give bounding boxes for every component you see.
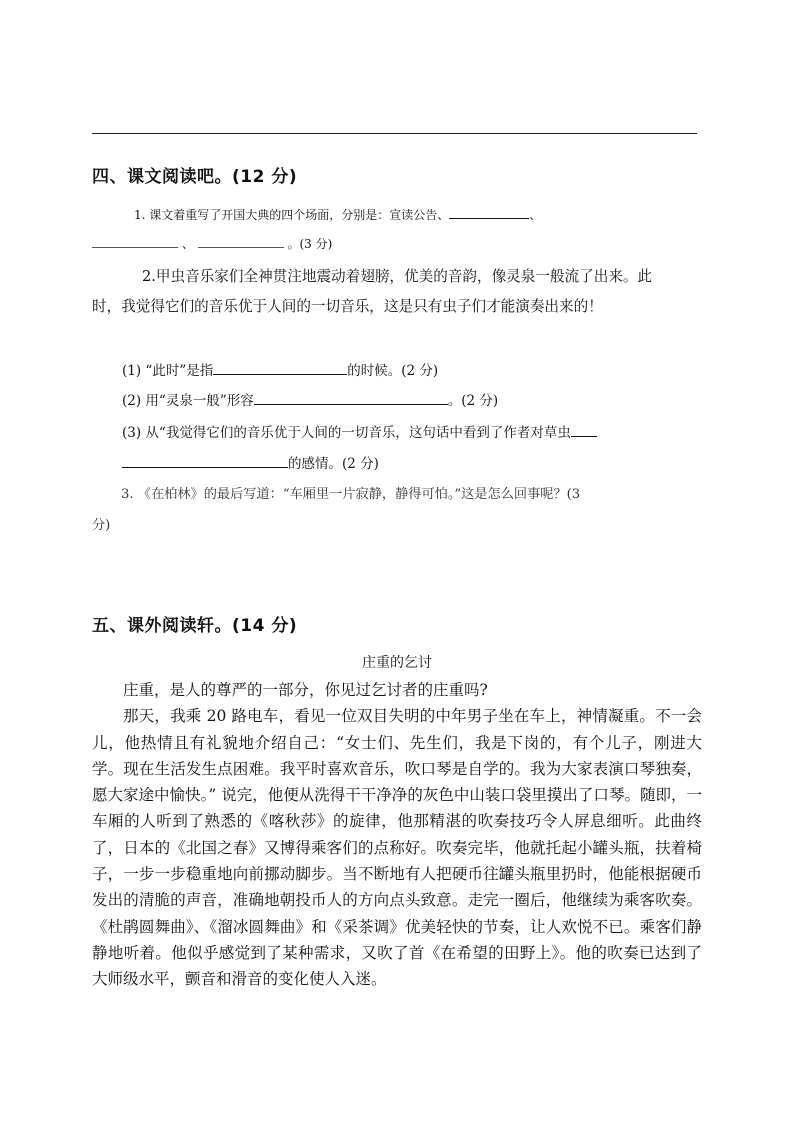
separator: 、	[529, 208, 542, 222]
answer-blank-5[interactable]	[254, 390, 448, 405]
story-paragraph-1: 庄重，是人的尊严的一部分，你见过乞讨者的庄重吗?	[123, 681, 488, 699]
question-3-line-2: 分)	[92, 518, 111, 533]
top-divider	[92, 133, 697, 134]
question-2-line-2: 时，我觉得它们的音乐优于人间的一切音乐，这是只有虫子们才能演奏出来的！	[92, 298, 603, 315]
sub-question-3-suffix: 的感情。(2 分)	[288, 456, 379, 472]
sub-question-3-line-1	[122, 421, 597, 441]
question-1-line-2	[92, 233, 332, 252]
score-note: 。(3 分)	[287, 237, 333, 251]
story-title: 庄重的乞讨	[362, 655, 432, 671]
question-1-line-1	[134, 204, 541, 223]
answer-blank-3[interactable]	[198, 233, 284, 248]
story-paragraph-2: 那天，我乘 20 路电车，看见一位双目失明的中年男子坐在车上，神情凝重。不一会儿，他热情且有礼貌地介绍自己：“女士们、先生们，我是下岗的，有个儿子，刚进大学。现在生活发生点困难。我平时喜欢音乐，吹口琴是自学的。我为大家表演口琴独奏，愿大家途中愉快。” 说完，他便从洗得干干净净的灰色中山装口袋里摸出了口琴。随即，一车厢的人听到了熟悉的《喀秋莎》的旋律，他那精湛的吹奏技巧令人屏息细听。此曲终了，日本的《北国之春》又博得乘客们的点称好。吹奏完毕，他就托起小罐头瓶，扶着椅子，一步一步稳重地向前挪动脚步。当不断地有人把硬币往罐头瓶里扔时，他能根据硬币发出的清脆的声音，准确地朝投币人的方向点头致意。走完一圈后，他继续为乘客吹奏。《杜鹃圆舞曲》、《溜冰圆舞曲》和《采茶调》优美轻快的节奏，让人欢悦不已。乘客们静静地听着。他似乎感觉到了某种需求，又吹了首《在希望的田野上》。他的吹奏已达到了大师级水平，颤音和滑音的变化使人入迷。	[92, 707, 702, 989]
sub-question-2-text: (2) 用“灵泉一般”形容	[122, 393, 254, 409]
sub-question-2-suffix: 。(2 分)	[447, 393, 499, 409]
sub-question-2	[122, 389, 498, 409]
answer-blank-4[interactable]	[213, 360, 347, 375]
separator: 、	[181, 237, 194, 251]
section4-heading: 四、课文阅读吧。(12 分)	[92, 167, 298, 187]
answer-blank-1[interactable]	[449, 204, 529, 219]
sub-question-1	[122, 359, 438, 379]
question-3-line-1: 3. 《在柏林》的最后写道：“车厢里一片寂静，静得可怕。”这是怎么回事呢？(3	[121, 487, 581, 502]
sub-question-3-line-2	[122, 452, 379, 472]
question-2-line-1: 2.甲虫音乐家们全神贯注地震动着翅膀，优美的音韵，像灵泉一般流了出来。此	[142, 268, 653, 285]
answer-blank-2[interactable]	[92, 233, 178, 248]
sub-question-3-text: (3) 从“我觉得它们的音乐优于人间的一切音乐，这句话中看到了作者对草虫	[122, 425, 571, 441]
sub-question-1-text: (1) “此时”是指	[122, 363, 214, 379]
question-1-text: 1. 课文着重写了开国大典的四个场面，分别是：宣读公告、	[134, 208, 450, 222]
answer-blank-7[interactable]	[122, 453, 288, 468]
answer-blank-6[interactable]	[571, 422, 597, 437]
section5-heading: 五、课外阅读轩。(14 分)	[92, 616, 298, 636]
sub-question-1-suffix: 的时候。(2 分)	[347, 363, 439, 379]
story-body	[92, 677, 702, 993]
